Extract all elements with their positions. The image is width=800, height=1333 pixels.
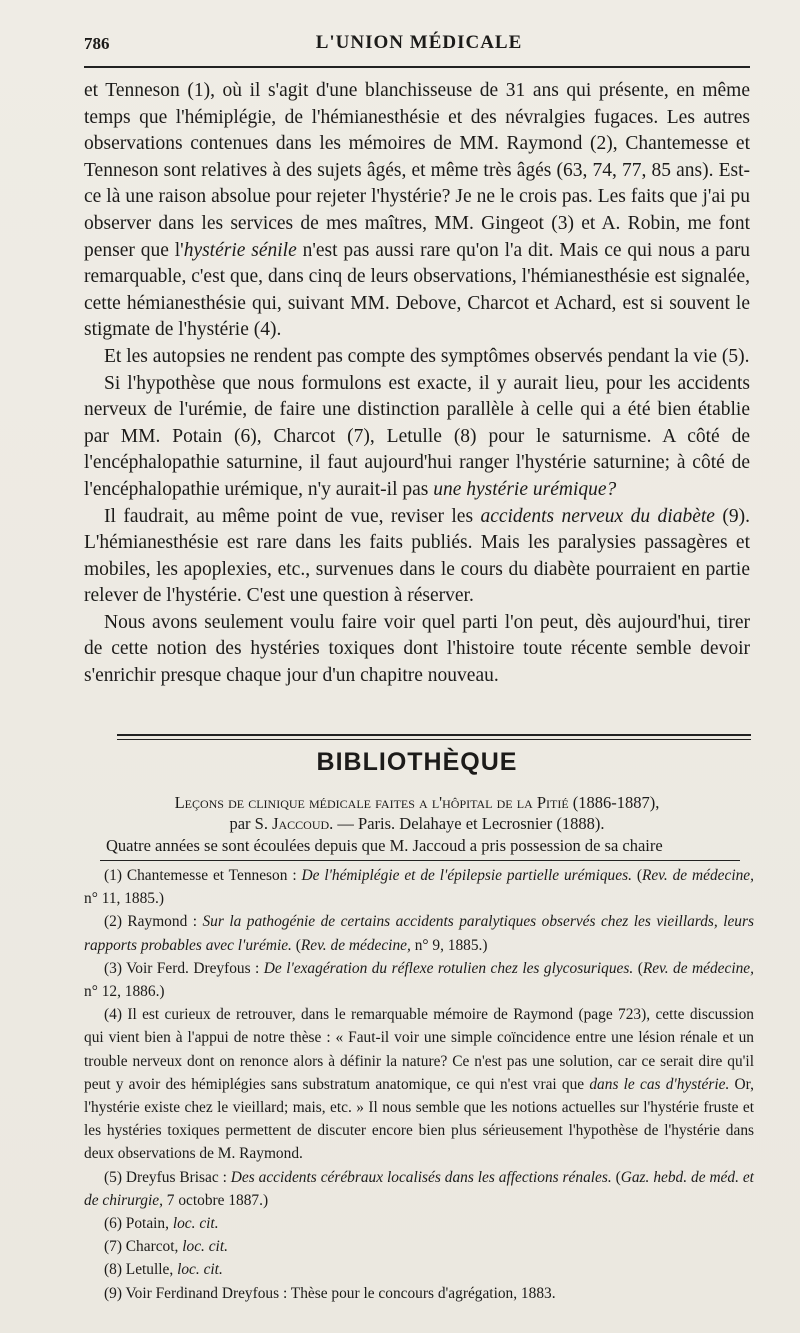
paragraph-5: Nous avons seulement voulu faire voir quel parti l'on peut, dès aujourd'hui, tirer de cette notion des hystéries toxiques dont l'histoire toute récente semble devoir s'enrichir presque chaque jour d'un chapitre nouveau. [84, 611, 750, 687]
article-body [84, 78, 750, 690]
review-book-title: Leçons de clinique médicale faites a l'hôpital de la Pitié (1886-1887), [174, 793, 660, 812]
footnote-1: (1) Chantemesse et Tenneson : De l'hémiplégie et de l'épilepsie partielle urémiques. (Rev. de médecine, n° 11, 1885.) [84, 867, 754, 908]
page-header [84, 26, 754, 66]
paragraph-1: et Tenneson (1), où il s'agit d'une blanchisseuse de 31 ans qui présente, en même temps que l'hémiplégie, de l'hémianesthésie et des névralgies fugaces. Les autres observations contenues dans les mémoires de MM. Raymond (2), Chantemesse et Tenneson sont relatives à des sujets âgés, et même très âgés (63, 74, 77, 85 ans). Est-ce là une raison absolue pour rejeter l'hystérie? Je ne le crois pas. Les faits que j'ai pu observer dans les services de mes maîtres, MM. Gingeot (3) et A. Robin, me font penser que l'hystérie sénile n'est pas aussi rare qu'on l'a dit. Mais ce qui nous a paru remarquable, c'est que, dans cinq de leurs observations, l'hémianesthésie est signalée, cette hémianesthésie qui, suivant MM. Debove, Charcot et Achard, est si souvent le stigmate de l'hystérie (4). [84, 80, 750, 341]
paragraph-4: Il faudrait, au même point de vue, reviser les accidents nerveux du diabète (9). L'hémianesthésie est rare dans les faits publiés. Mais les paralysies passagères et mobiles, les apoplexies, etc., survenues dans le cours du diabète pourraient en partie relever de l'hystérie. C'est une question à réserver. [84, 505, 750, 607]
running-head: L'UNION MÉDICALE [315, 32, 523, 53]
section-rule-top [117, 734, 751, 736]
footnotes [84, 864, 754, 1305]
review-publisher-line: par S. Jaccoud. — Paris. Delahaye et Lecrosnier (1888). [229, 814, 605, 833]
footnote-2: (2) Raymond : Sur la pathogénie de certains accidents paralytiques observés chez les vieillards, leurs rapports probables avec l'urémie. (Rev. de médecine, n° 9, 1885.) [84, 913, 754, 954]
footnote-7: (7) Charcot, loc. cit. [104, 1238, 228, 1256]
page-number: 786 [84, 34, 110, 53]
paragraph-2: Et les autopsies ne rendent pas compte des symptômes observés pendant la vie (5). [104, 345, 750, 367]
footnote-6: (6) Potain, loc. cit. [104, 1215, 219, 1233]
review-first-line: Quatre années se sont écoulées depuis que M. Jaccoud a pris possession de sa chaire [106, 836, 663, 855]
review-heading [84, 792, 750, 834]
footnote-8: (8) Letulle, loc. cit. [104, 1261, 223, 1279]
footnote-4: (4) Il est curieux de retrouver, dans le remarquable mémoire de Raymond (page 723), cette discussion qui vient bien à l'appui de notre thèse : « Faut-il voir une simple coïncidence entre une lésion rénale et un trouble nerveux dont on renonce alors à définir la nature? Ce n'est pas une solution, car ce serait dire qu'il peut y avoir des hémiplégies sans substratum anatomique, ce qui n'est vrai que dans le cas d'hystérie. Or, l'hystérie existe chez le vieillard; mais, etc. » Il nous semble que les notions actuelles sur l'hystérie fruste et les hystéries toxiques permettent de discuter encore bien plus sérieusement l'hypothèse de l'hystérie dans deux observations de M. Raymond. [84, 1006, 754, 1163]
italic-hysterie-uremique: une hystérie urémique? [433, 478, 617, 500]
footnote-9: (9) Voir Ferdinand Dreyfous : Thèse pour le concours d'agrégation, 1883. [104, 1284, 556, 1302]
italic-hysterie-senile: hystérie sénile [183, 239, 297, 261]
footnote-rule [100, 860, 740, 861]
review-author: Jaccoud [272, 814, 330, 833]
footnote-5: (5) Dreyfus Brisac : Des accidents cérébraux localisés dans les affections rénales. (Gaz. hebd. de méd. et de chirurgie, 7 octobre 1887.) [84, 1168, 754, 1209]
italic-accidents-diabete: accidents nerveux du diabète [480, 505, 715, 527]
header-rule [84, 66, 750, 68]
paragraph-3: Si l'hypothèse que nous formulons est exacte, il y aurait lieu, pour les accidents nerveux de l'urémie, de faire une distinction parallèle à celle qui a été bien établie par MM. Potain (6), Charcot (7), Letulle (8) pour le saturnisme. A côté de l'encéphalopathie saturnine, il faut aujourd'hui ranger l'hystérie saturnine; à côté de l'encéphalopathie urémique, n'y aurait-il pas une hystérie urémique? [84, 372, 750, 500]
section-title: BIBLIOTHÈQUE [316, 748, 518, 776]
footnote-3: (3) Voir Ferd. Dreyfous : De l'exagération du réflexe rotulien chez les glycosuriques. (Rev. de médecine, n° 12, 1886.) [84, 959, 754, 1001]
section-rule-bottom [117, 739, 751, 740]
